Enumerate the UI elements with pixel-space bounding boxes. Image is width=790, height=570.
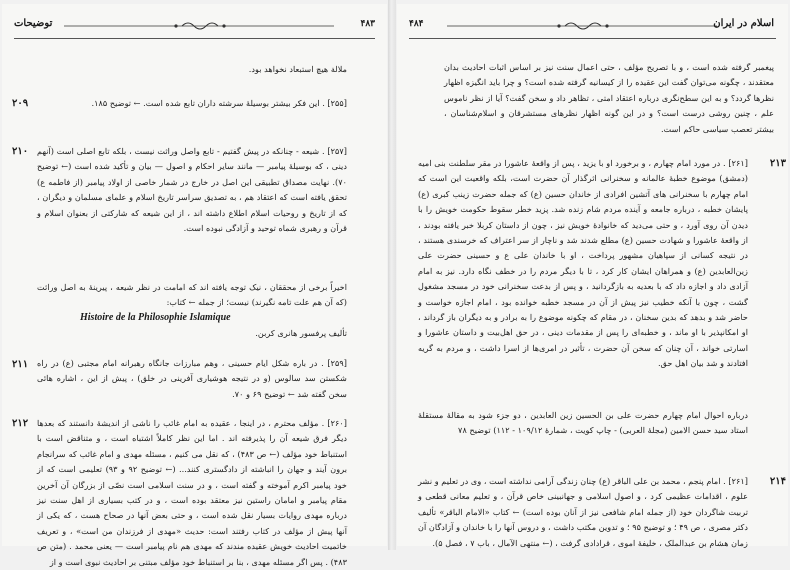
note-text: [۲۵۷] . شیعه - چنانکه در پیش گفتیم - تابع واصل وراثت نیست ، بلکه تابع اصلی است (آنهم دینی ، که بوسیلهٔ پیامبر — مانند سایر احکام و اصول — بیان و تأکید شده است (← توضیح ۷۰). نهایت مصداق تطبیقی این اصل در خارج در شمار خاصی از اولاد پیامبر (از فاطمه ع) تحقق یافته است که اعتقاد هم ، به تصدیق سراسر تاریخ اسلام و علمای مسلمان و دیگران ، که از تاریخ و روحیات اسلام اطلاع داشته اند ، از این شیعه که شارکتی از بعنوان اسلام و قرآن و رهبری شماه توحید و آزادگی نبوده است.	[37, 146, 347, 234]
note-text: [۲۵۵] . این فکر بیشتر بوسیلهٔ سرشته داران تابع شده است. ← توضیح ۱۸۵.	[91, 98, 347, 108]
page-body	[2, 56, 387, 567]
page-header	[12, 18, 377, 36]
header-ornament	[64, 22, 334, 30]
note-number: ۲۱۲	[12, 418, 29, 429]
page-number: ۴۸۴	[409, 19, 424, 29]
header-rule	[409, 38, 776, 39]
note-text: اخیراً برخی از محققان ، نیک توجه یافته اند که امامت در نظر شیعه ، پیرینهٔ به اصل وراثت (که آن هم علت تامه نگیرند) نیست؛ از جمله ← کتاب:	[37, 282, 347, 308]
intro-line: ملالة هیچ استبعاد نخواهد بود.	[248, 64, 347, 74]
book-title: Histoire de la Philosophie Islamique	[80, 312, 231, 323]
page-number: ۴۸۳	[360, 19, 375, 29]
page-header	[407, 18, 778, 36]
note-text: [۲۶۱] . امام پنجم ، محمد بن علی الباقر (ع) چنان زندگی آرامی نداشته است ، وی در تعلیم و نشر علوم ، اقدامات عظیمی کرد ، و اصول اسلامی و جهانبینی خاص قرآن ، و تعلیم معانی قطعی و تربیت شاگردان خود (از جمله امام شافعی نیز از آنان بوده است) ← کتاب «الامام الباقر» تألیف دکتر مصری ، ص ۴۹ ؛ و توضیح ۹۵ ؛ و تدوین مکتب داشت ، و دروس آنها را با خاندان و آزادگان آن زمان هشام بن عبدالملک ، خلیفهٔ اموی ، قرادادی گرفت ، (← منتهی الآمال ، باب ۷ ، فصل ۵).	[418, 476, 749, 548]
header-title: توضیحات	[14, 18, 53, 29]
note-text: [۲۶۰] . مؤلف محترم ، در اینجا ، عقیده به امام غائب را ناشی از اندیشهٔ دانستند که بعدها دیگر فرق شیعه آن را پذیرفته اند . اما این نظر کاملاً اشتباه است ، و متناقض است با استنباط خود مؤلف (← ص ۴۸۳) ، که نقل می کنیم ، مسئله مهدی و امام غائب که سرانجام برون آیند و جهان را انباشته از دادگستری کنند... (← توضیح ۹۲ و ۹۳) تعلیمی است که از خود پیامبر اکرم آموخته و گفته است ، و در سنت اسلامی است نصّی از بزرگان آن آخرین مقام پیامبر و امامان راستین نیز معتقد بوده است ، و در کتب بسیاری از اهل سنت نیز درباره مهدی روایات بسیار نقل شده است ، و حتی بعض آنها در صحاح هست ، که یکی از آنها پیش از مؤلف در کتاب رفتند است: حدیث «مهدی از فرزندان من است» ، و تعریف خاتمیت احادیث خویش عقیده مندند که مهدی هم نام پیامبر است — یعنی محمد . (متن ص ۴۸۳) . پس اگر مسئله مهدی ، بنا بر استنباط خود مؤلف مبتنی بر احادیث نبوی است و از	[37, 418, 347, 567]
header-rule	[14, 38, 375, 39]
note-number: ۲۰۹	[12, 98, 29, 109]
note-number: ۲۱۳	[769, 158, 786, 169]
note-number: ۲۱۴	[769, 476, 786, 487]
book-spine	[388, 0, 396, 550]
header-ornament	[447, 22, 717, 30]
note-text: [۲۶۱] . در مورد امام چهارم ، و برخورد او با یزید ، پس از واقعهٔ عاشورا در مقر سلطنت بنی امیه (دمشق) موضوع خطبهٔ عالمانه و سخنرانی اثرگذار آن حضرت است، بلکه واقعیت این است که امام چهارم با سخنرانی های آتشین افرادی از خاندان حسین (ع) که جمله حضرت زینب کبری (ع) پایشان خطبه ، درباره جامعه و آینده مردم شام زنده شد. پزید خطر سقوط حکومت خویش را با دیدن آن روی آورد ، و حتی می‌دید که خانوادهٔ خویش نیز ، چون از داستان کربلا خبر یافته بودند ، از واقعهٔ عاشورا و شهادت حسین (ع) مطلع شدند شد و ناچار از سر اعتراف که خرسندی هستند ، در نتیجه کسانی از سپاهیان مشهور پرداخت ، او با خاندان علی ع و حسینی حضرت علی زین‌العابدین (ع) و همراهان ایشان کار کرد ، تا با دیگر مردم را در خطف نگاه دارد. نیز به امام آزادی داد و اجازه داد که با بعدیه به بازگردانید ، و پس از بدعت سخنرانی خود در مسجد مشغول گشت ، چون با آنکه خطیب نیز پیش از آن در مسجد خطبه خوانده بود ، امام اجازه خواست و حاضر شد و بدهد که بدین سخنان ، در مقام که چکونه موضوع را به برادر و به دیگران باز گرداند ، او امکانپذیر با او ماند ، و خطبه‌ای را پس از مقدمات دینی ، در حق اهل‌بیت و داستان عاشورا و اسارتی خواند ، آن چنان که سخن آن حضرت ، تأثیر در امری‌ها از اسرا داشت ، و مردم به گریه افتادند و شد بیان اهل حق.	[418, 158, 748, 369]
note-text: [۲۵۹] . در باره شکل ایام حسینی ، وهم مبارزات جانگاه رهبرانه امام مجتبی (ع) در راه شکستن سد سالوس (و در نتیجه هوشیاری آفرینی در خلق) ، پیش از این ، اشاره هائی سخن گفته شد ← توضیح ۶۹ و ۷۰.	[37, 358, 347, 399]
note-text: تألیف پرفسور هانری کربن.	[255, 328, 347, 338]
note-number: ۲۱۰	[12, 146, 29, 157]
note-text: پیغمبر گرفته شده است ، و با تصریح مؤلف ، حتی اعمال سنت نیز بر اساس اثبات احادیث بدان معتقدند ، چگونه می‌توان گفت این عقیده را از کیسانیه گرفته شده است؟ و چرا باید انگیزه اظهار نظرها گردد؟ و به این سطح‌نگری درباره اعتقاد امتی ، تظاهر داد و سخن گفت؟ آیا از نظر ناموس علم ، چنین روشی درست است؟ و در این گونه اظهار نظرهای مستشرقان و اسلام‌شناسان ، بیشتر تعصب سیاسی حاکم است.	[444, 62, 774, 134]
note-number: ۲۱۱	[12, 359, 29, 370]
right-page	[397, 4, 788, 546]
left-page	[2, 4, 387, 567]
page-body	[397, 56, 788, 546]
header-title: اسلام در ایران	[713, 18, 774, 29]
note-text: درباره احوال امام چهارم حضرت علی بن الحسین زین العابدین ، دو جزء شود به مقالهٔ مستقلهٔ استاد سید حسن الامین (مجلهٔ العربی) - چاپ کویت ، شمارهٔ ۱۰۹/۱۲ - ۱۱۲) توضیح ۷۸	[418, 410, 748, 436]
